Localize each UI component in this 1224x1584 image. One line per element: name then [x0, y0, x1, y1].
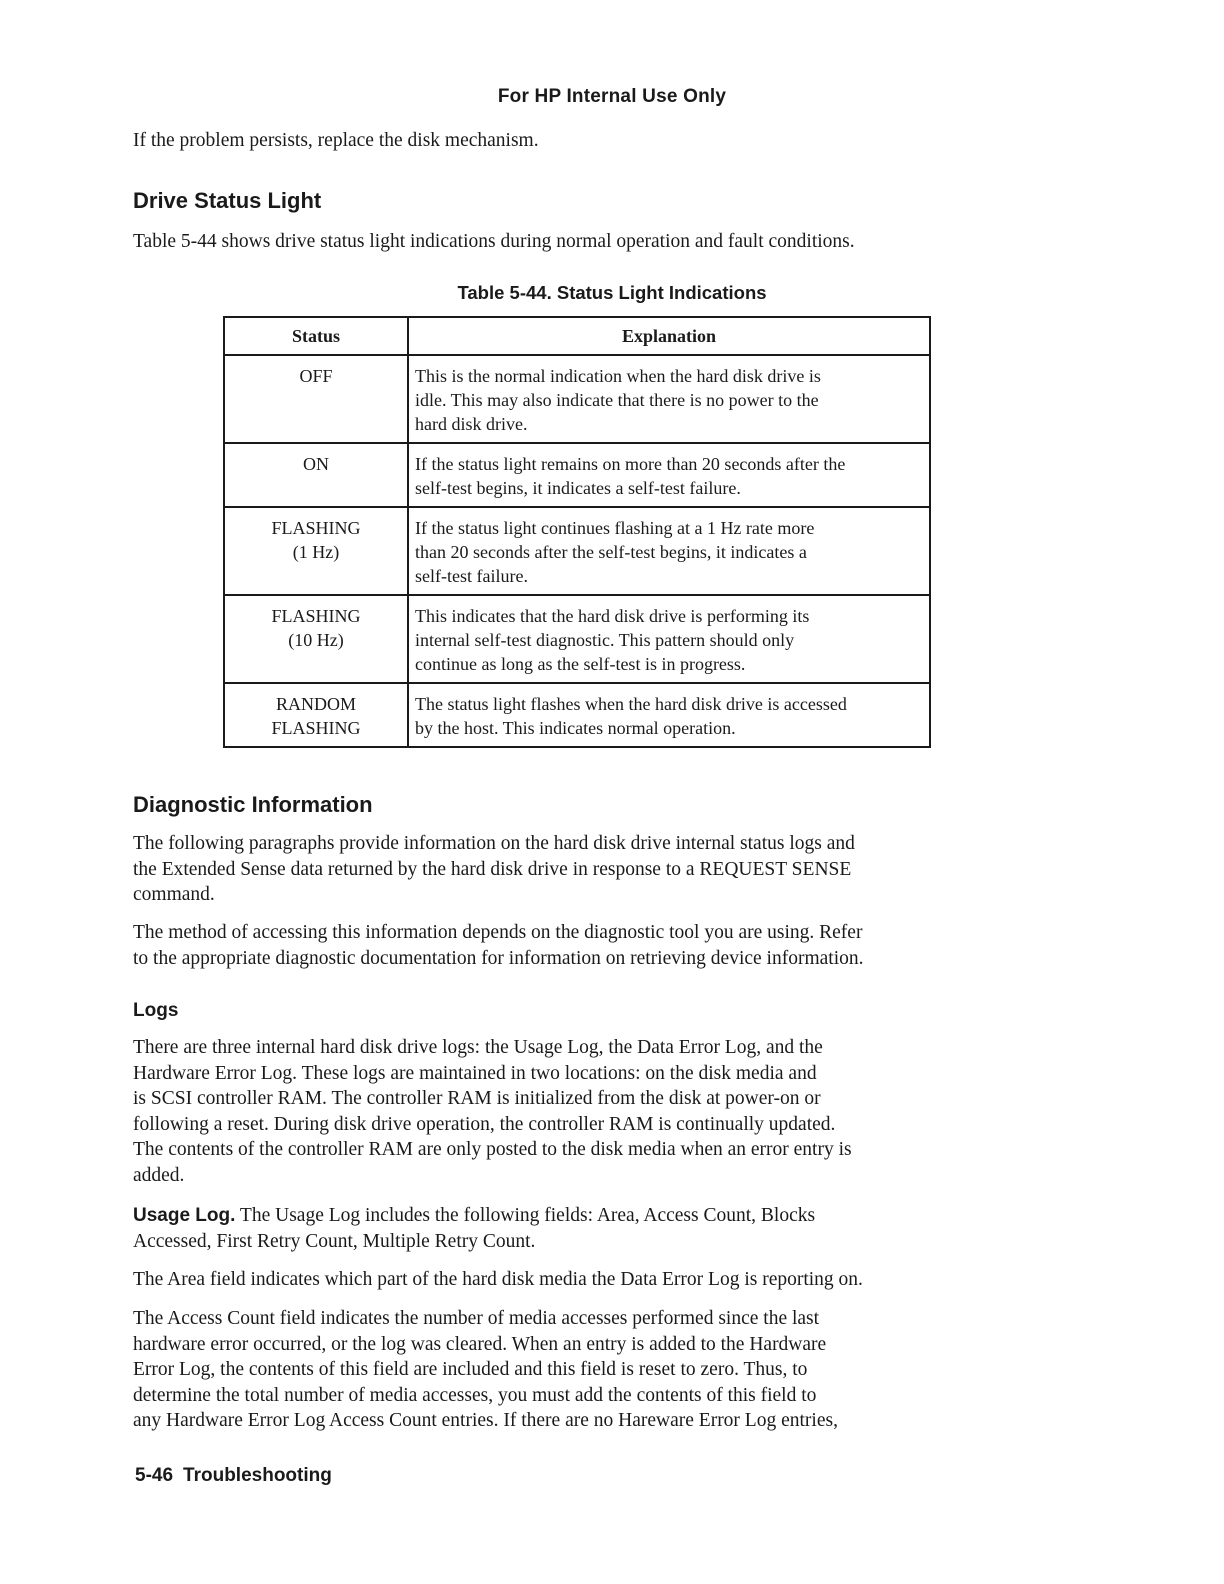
- text-line: The following paragraphs provide information on the hard disk drive internal status logs and: [133, 833, 855, 854]
- text-line: determine the total number of media accesses, you must add the contents of this field to: [133, 1384, 817, 1406]
- text-line: Hardware Error Log. These logs are maintained in two locations: on the disk media and: [133, 1062, 817, 1084]
- diagnostic-information-heading: Diagnostic Information: [133, 792, 373, 817]
- status-light-table: [223, 316, 931, 748]
- text-line: added.: [133, 1164, 185, 1186]
- text-line: command.: [133, 884, 215, 905]
- persists-paragraph: If the problem persists, replace the disk mechanism.: [133, 130, 539, 151]
- explanation-line: by the host. This indicates normal operation.: [415, 718, 736, 738]
- status-column-header: Status: [224, 317, 408, 355]
- table-caption: Table 5-44. Status Light Indications: [457, 282, 767, 303]
- status-cell: [224, 683, 408, 747]
- status-text: ON: [303, 454, 329, 474]
- access-count-paragraph: [133, 1306, 1033, 1434]
- explanation-cell: [408, 355, 930, 443]
- logs-paragraph: [133, 1035, 1033, 1188]
- status-text: FLASHING: [271, 606, 361, 626]
- text-line: to the appropriate diagnostic documentation for information on retrieving device information.: [133, 947, 864, 969]
- status-text: RANDOM: [275, 694, 356, 714]
- status-text: (10 Hz): [288, 630, 344, 650]
- area-field-paragraph: The Area field indicates which part of the hard disk media the Data Error Log is reporting on.: [133, 1269, 863, 1290]
- explanation-line: This is the normal indication when the hard disk drive is: [415, 366, 821, 386]
- status-cell: [224, 355, 408, 443]
- page-footer: [135, 1465, 332, 1487]
- text-line: Error Log, the contents of this field are included and this field is reset to zero. Thus, to: [133, 1359, 808, 1380]
- text-line: Accessed, First Retry Count, Multiple Retry Count.: [133, 1230, 536, 1252]
- status-text: FLASHING: [271, 718, 361, 738]
- drive-status-heading: Drive Status Light: [133, 188, 322, 213]
- status-cell: [224, 507, 408, 595]
- explanation-line: internal self-test diagnostic. This pattern should only: [415, 630, 795, 650]
- table-row: [224, 507, 930, 595]
- table-row: [224, 595, 930, 683]
- text-line: The Access Count field indicates the number of media accesses performed since the last: [133, 1308, 820, 1329]
- text-line: The method of accessing this information depends on the diagnostic tool you are using. Refer: [133, 922, 863, 943]
- text-line: The contents of the controller RAM are only posted to the disk media when an error entry is: [133, 1139, 852, 1160]
- explanation-line: This indicates that the hard disk drive is performing its: [415, 606, 810, 626]
- table-row: [224, 443, 930, 507]
- usage-log-run-in-heading: Usage Log.: [133, 1205, 236, 1226]
- status-cell: [224, 595, 408, 683]
- table-header-row: [224, 317, 930, 355]
- explanation-line: If the status light remains on more than 20 seconds after the: [415, 454, 846, 474]
- explanation-line: continue as long as the self-test is in progress.: [415, 654, 746, 674]
- text-span: The Usage Log includes the following fields: Area, Access Count, Blocks: [235, 1205, 816, 1226]
- status-text: FLASHING: [271, 518, 361, 538]
- explanation-line: than 20 seconds after the self-test begins, it indicates a: [415, 542, 807, 562]
- table-row: [224, 355, 930, 443]
- explanation-cell: [408, 443, 930, 507]
- diagnostic-paragraph-1: [133, 831, 1033, 908]
- diagnostic-paragraph-2: [133, 920, 1033, 971]
- explanation-line: The status light flashes when the hard disk drive is accessed: [415, 694, 847, 714]
- text-line: the Extended Sense data returned by the hard disk drive in response to a REQUEST SENSE: [133, 858, 852, 880]
- internal-use-notice: For HP Internal Use Only: [497, 86, 727, 107]
- explanation-line: If the status light continues flashing at a 1 Hz rate more: [415, 518, 815, 538]
- explanation-line: idle. This may also indicate that there is no power to the: [415, 390, 819, 410]
- explanation-cell: [408, 507, 930, 595]
- text-line: hardware error occurred, or the log was cleared. When an entry is added to the Hardware: [133, 1333, 827, 1355]
- status-text: (1 Hz): [292, 542, 340, 562]
- text-line: following a reset. During disk drive operation, the controller RAM is continually updated.: [133, 1113, 836, 1135]
- table-row: [224, 683, 930, 747]
- explanation-line: self-test failure.: [415, 566, 528, 586]
- text-line: [133, 1203, 1033, 1229]
- usage-log-paragraph: [133, 1203, 1033, 1254]
- explanation-cell: [408, 683, 930, 747]
- text-line: There are three internal hard disk drive logs: the Usage Log, the Data Error Log, and the: [133, 1037, 823, 1058]
- page-number: 5-46: [135, 1465, 174, 1486]
- explanation-line: self-test begins, it indicates a self-test failure.: [415, 478, 741, 498]
- table-intro-paragraph: Table 5-44 shows drive status light indications during normal operation and fault conditions.: [133, 231, 855, 252]
- text-line: is SCSI controller RAM. The controller RAM is initialized from the disk at power-on or: [133, 1088, 821, 1109]
- section-name: Troubleshooting: [183, 1465, 332, 1486]
- status-cell: [224, 443, 408, 507]
- text-line: any Hardware Error Log Access Count entries. If there are no Hareware Error Log entries,: [133, 1410, 838, 1431]
- explanation-line: hard disk drive.: [415, 414, 528, 434]
- logs-heading: Logs: [133, 1000, 179, 1021]
- explanation-column-header: Explanation: [408, 317, 930, 355]
- status-text: OFF: [299, 366, 333, 386]
- explanation-cell: [408, 595, 930, 683]
